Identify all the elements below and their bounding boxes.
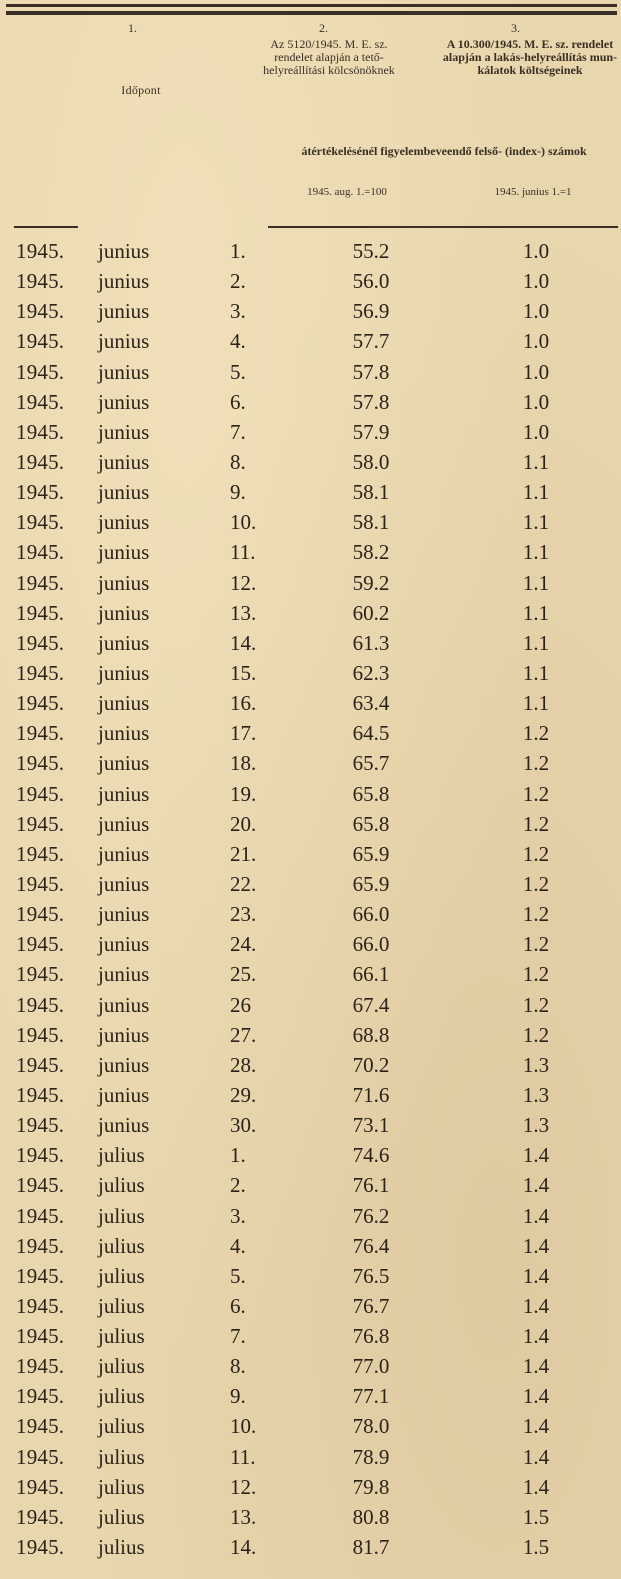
- table-row: [0, 1502, 621, 1532]
- row-housing-index: 1.1: [522, 510, 550, 535]
- table-body: [0, 236, 621, 1562]
- row-year: 1945.: [16, 751, 65, 776]
- row-day: 20.: [230, 811, 257, 836]
- row-housing-index: 1.1: [522, 660, 550, 685]
- table-row: [0, 718, 621, 748]
- table-row: [0, 1291, 621, 1321]
- row-year: 1945.: [16, 1535, 65, 1560]
- row-housing-index: 1.1: [522, 449, 550, 474]
- table-row: [0, 1140, 621, 1170]
- table-row: [0, 688, 621, 718]
- row-day: 19.: [230, 781, 257, 806]
- table-row: [0, 236, 621, 266]
- row-year: 1945.: [16, 570, 65, 595]
- row-housing-index: 1.3: [522, 1082, 550, 1107]
- row-year: 1945.: [16, 1233, 65, 1258]
- row-month: junius: [98, 269, 150, 294]
- row-month: junius: [98, 721, 150, 746]
- row-day: 18.: [230, 751, 257, 776]
- row-housing-index: 1.2: [522, 841, 550, 866]
- row-day: 9.: [230, 1384, 246, 1409]
- row-year: 1945.: [16, 1504, 65, 1529]
- row-month: junius: [98, 660, 150, 685]
- table-row: [0, 1231, 621, 1261]
- row-day: 3.: [230, 299, 246, 324]
- row-year: 1945.: [16, 871, 65, 896]
- table-row: [0, 809, 621, 839]
- table-row: [0, 537, 621, 567]
- row-housing-index: 1.1: [522, 630, 550, 655]
- table-row: [0, 959, 621, 989]
- row-roof-index: 79.8: [352, 1474, 390, 1499]
- header-rule-right: [268, 226, 618, 228]
- row-roof-index: 58.1: [352, 480, 390, 505]
- row-roof-index: 73.1: [352, 1113, 390, 1138]
- row-roof-index: 58.1: [352, 510, 390, 535]
- row-day: 7.: [230, 1324, 246, 1349]
- row-roof-index: 55.2: [352, 239, 390, 263]
- row-roof-index: 65.8: [352, 781, 390, 806]
- row-month: julius: [98, 1293, 145, 1318]
- table-row: [0, 1080, 621, 1110]
- row-year: 1945.: [16, 299, 65, 324]
- row-roof-index: 78.0: [352, 1414, 390, 1439]
- row-day: 1.: [230, 1143, 246, 1168]
- row-housing-index: 1.2: [522, 811, 550, 836]
- row-day: 8.: [230, 449, 246, 474]
- row-day: 9.: [230, 480, 246, 505]
- row-roof-index: 65.7: [352, 751, 390, 776]
- row-housing-index: 1.4: [522, 1444, 550, 1469]
- row-day: 4.: [230, 1233, 246, 1258]
- row-roof-index: 76.1: [352, 1173, 390, 1198]
- row-day: 5.: [230, 359, 246, 384]
- table-row: [0, 1201, 621, 1231]
- table-row: [0, 1351, 621, 1381]
- col3-base: 1945. junius 1.=1: [494, 186, 572, 198]
- row-year: 1945.: [16, 902, 65, 927]
- row-month: junius: [98, 932, 150, 957]
- row-roof-index: 57.7: [352, 329, 390, 354]
- row-year: 1945.: [16, 1293, 65, 1318]
- row-day: 2.: [230, 269, 246, 294]
- row-year: 1945.: [16, 269, 65, 294]
- row-month: junius: [98, 359, 150, 384]
- row-year: 1945.: [16, 992, 65, 1017]
- table-row: [0, 990, 621, 1020]
- table-row: [0, 387, 621, 417]
- row-year: 1945.: [16, 691, 65, 716]
- row-day: 26: [230, 992, 251, 1017]
- row-day: 10.: [230, 510, 257, 535]
- row-roof-index: 66.0: [352, 902, 390, 927]
- top-rule-thick: [6, 11, 617, 15]
- table-row: [0, 779, 621, 809]
- row-roof-index: 62.3: [352, 660, 390, 685]
- row-month: julius: [98, 1324, 145, 1349]
- row-housing-index: 1.3: [522, 1052, 550, 1077]
- row-roof-index: 66.1: [352, 962, 390, 987]
- row-day: 6.: [230, 1293, 246, 1318]
- row-housing-index: 1.4: [522, 1293, 550, 1318]
- row-year: 1945.: [16, 1113, 65, 1138]
- row-roof-index: 64.5: [352, 721, 390, 746]
- row-year: 1945.: [16, 932, 65, 957]
- row-year: 1945.: [16, 781, 65, 806]
- col2-description: Az 5120/1945. M. E. sz. rendelet alapján a tető-helyreállítási kölcsönöknek: [263, 37, 395, 77]
- row-housing-index: 1.4: [522, 1173, 550, 1198]
- row-roof-index: 76.7: [352, 1293, 390, 1318]
- row-month: julius: [98, 1354, 145, 1379]
- row-housing-index: 1.5: [522, 1504, 550, 1529]
- row-roof-index: 65.9: [352, 841, 390, 866]
- row-housing-index: 1.0: [522, 239, 550, 263]
- row-day: 24.: [230, 932, 257, 957]
- row-roof-index: 78.9: [352, 1444, 390, 1469]
- table-row: [0, 658, 621, 688]
- row-year: 1945.: [16, 1444, 65, 1469]
- row-housing-index: 1.4: [522, 1203, 550, 1228]
- row-month: julius: [98, 1233, 145, 1258]
- table-row: [0, 1020, 621, 1050]
- row-housing-index: 1.2: [522, 932, 550, 957]
- row-day: 16.: [230, 691, 257, 716]
- row-month: junius: [98, 510, 150, 535]
- row-day: 3.: [230, 1203, 246, 1228]
- row-day: 8.: [230, 1354, 246, 1379]
- row-year: 1945.: [16, 1173, 65, 1198]
- row-housing-index: 1.2: [522, 751, 550, 776]
- table-row: [0, 1442, 621, 1472]
- row-housing-index: 1.4: [522, 1474, 550, 1499]
- row-day: 29.: [230, 1082, 257, 1107]
- row-housing-index: 1.2: [522, 992, 550, 1017]
- row-month: junius: [98, 239, 150, 263]
- row-month: junius: [98, 329, 150, 354]
- row-day: 25.: [230, 962, 257, 987]
- row-day: 14.: [230, 1535, 257, 1560]
- table-header: [0, 18, 621, 214]
- row-year: 1945.: [16, 630, 65, 655]
- row-month: julius: [98, 1504, 145, 1529]
- row-housing-index: 1.0: [522, 359, 550, 384]
- row-roof-index: 63.4: [352, 691, 390, 716]
- row-housing-index: 1.4: [522, 1324, 550, 1349]
- col1-number: 1.: [128, 21, 137, 35]
- row-year: 1945.: [16, 359, 65, 384]
- table-row: [0, 326, 621, 356]
- table-row: [0, 296, 621, 326]
- table-row: [0, 1381, 621, 1411]
- row-year: 1945.: [16, 841, 65, 866]
- row-month: junius: [98, 962, 150, 987]
- table-row: [0, 1050, 621, 1080]
- col2-number: 2.: [319, 21, 328, 35]
- table-row: [0, 1261, 621, 1291]
- row-day: 6.: [230, 389, 246, 414]
- row-day: 23.: [230, 902, 257, 927]
- row-housing-index: 1.4: [522, 1143, 550, 1168]
- row-year: 1945.: [16, 389, 65, 414]
- row-roof-index: 76.5: [352, 1263, 390, 1288]
- table-row: [0, 507, 621, 537]
- table-row: [0, 477, 621, 507]
- col3-description: A 10.300/1945. M. E. sz. rendelet alapján a lakás-helyreállítás mun-kálatok költségeinek: [442, 37, 618, 77]
- row-day: 2.: [230, 1173, 246, 1198]
- row-housing-index: 1.3: [522, 1113, 550, 1138]
- row-roof-index: 65.9: [352, 871, 390, 896]
- row-year: 1945.: [16, 239, 65, 263]
- table-row: [0, 1411, 621, 1441]
- table-row: [0, 266, 621, 296]
- row-month: junius: [98, 1022, 150, 1047]
- row-year: 1945.: [16, 540, 65, 565]
- row-month: julius: [98, 1263, 145, 1288]
- table-row: [0, 839, 621, 869]
- row-roof-index: 76.4: [352, 1233, 390, 1258]
- row-roof-index: 77.0: [352, 1354, 390, 1379]
- row-year: 1945.: [16, 449, 65, 474]
- row-roof-index: 67.4: [352, 992, 390, 1017]
- row-housing-index: 1.2: [522, 781, 550, 806]
- row-housing-index: 1.2: [522, 721, 550, 746]
- table-row: [0, 628, 621, 658]
- table-row: [0, 1472, 621, 1502]
- table-row: [0, 929, 621, 959]
- table-row: [0, 1532, 621, 1562]
- row-roof-index: 61.3: [352, 630, 390, 655]
- row-year: 1945.: [16, 1143, 65, 1168]
- row-housing-index: 1.4: [522, 1263, 550, 1288]
- row-day: 11.: [230, 540, 256, 565]
- row-month: junius: [98, 570, 150, 595]
- row-month: julius: [98, 1384, 145, 1409]
- row-month: julius: [98, 1535, 145, 1560]
- row-year: 1945.: [16, 510, 65, 535]
- row-housing-index: 1.2: [522, 1022, 550, 1047]
- row-roof-index: 57.8: [352, 389, 390, 414]
- row-month: junius: [98, 299, 150, 324]
- row-housing-index: 1.1: [522, 480, 550, 505]
- row-roof-index: 70.2: [352, 1052, 390, 1077]
- row-housing-index: 1.1: [522, 540, 550, 565]
- row-day: 12.: [230, 570, 257, 595]
- row-month: julius: [98, 1173, 145, 1198]
- row-day: 13.: [230, 600, 257, 625]
- row-day: 17.: [230, 721, 257, 746]
- row-housing-index: 1.2: [522, 871, 550, 896]
- row-month: junius: [98, 841, 150, 866]
- row-year: 1945.: [16, 1263, 65, 1288]
- row-day: 14.: [230, 630, 257, 655]
- row-housing-index: 1.1: [522, 570, 550, 595]
- row-day: 21.: [230, 841, 257, 866]
- row-year: 1945.: [16, 962, 65, 987]
- row-housing-index: 1.4: [522, 1233, 550, 1258]
- row-year: 1945.: [16, 660, 65, 685]
- row-year: 1945.: [16, 419, 65, 444]
- row-day: 22.: [230, 871, 257, 896]
- table-row: [0, 417, 621, 447]
- row-housing-index: 1.5: [522, 1535, 550, 1560]
- row-month: junius: [98, 600, 150, 625]
- table-row: [0, 598, 621, 628]
- row-housing-index: 1.0: [522, 299, 550, 324]
- row-year: 1945.: [16, 480, 65, 505]
- col1-label: Időpont: [121, 83, 161, 97]
- row-month: junius: [98, 902, 150, 927]
- row-roof-index: 60.2: [352, 600, 390, 625]
- col3-number: 3.: [511, 21, 520, 35]
- row-housing-index: 1.1: [522, 600, 550, 625]
- row-day: 13.: [230, 1504, 257, 1529]
- row-month: junius: [98, 1082, 150, 1107]
- row-year: 1945.: [16, 1324, 65, 1349]
- row-year: 1945.: [16, 1384, 65, 1409]
- table-row: [0, 869, 621, 899]
- table-row: [0, 1170, 621, 1200]
- row-month: junius: [98, 480, 150, 505]
- row-housing-index: 1.2: [522, 962, 550, 987]
- row-day: 15.: [230, 660, 257, 685]
- row-day: 10.: [230, 1414, 257, 1439]
- row-roof-index: 59.2: [352, 570, 390, 595]
- row-roof-index: 57.9: [352, 419, 390, 444]
- row-housing-index: 1.0: [522, 329, 550, 354]
- row-roof-index: 77.1: [352, 1384, 390, 1409]
- row-month: julius: [98, 1203, 145, 1228]
- row-year: 1945.: [16, 1082, 65, 1107]
- row-year: 1945.: [16, 600, 65, 625]
- row-housing-index: 1.4: [522, 1414, 550, 1439]
- table-row: [0, 1321, 621, 1351]
- table-row: [0, 899, 621, 929]
- header-rule-left: [14, 226, 78, 228]
- row-month: junius: [98, 419, 150, 444]
- row-day: 12.: [230, 1474, 257, 1499]
- row-year: 1945.: [16, 1414, 65, 1439]
- row-housing-index: 1.0: [522, 389, 550, 414]
- row-month: julius: [98, 1474, 145, 1499]
- row-roof-index: 65.8: [352, 811, 390, 836]
- row-roof-index: 68.8: [352, 1022, 390, 1047]
- row-housing-index: 1.1: [522, 691, 550, 716]
- top-rule: [6, 4, 617, 7]
- common-heading: átértékelésénél figyelembeveendő felső- (index-) számok: [301, 144, 587, 158]
- row-month: junius: [98, 691, 150, 716]
- row-month: junius: [98, 811, 150, 836]
- row-month: julius: [98, 1444, 145, 1469]
- row-year: 1945.: [16, 329, 65, 354]
- row-housing-index: 1.4: [522, 1354, 550, 1379]
- row-day: 28.: [230, 1052, 257, 1077]
- row-housing-index: 1.0: [522, 419, 550, 444]
- row-roof-index: 56.0: [352, 269, 390, 294]
- row-day: 27.: [230, 1022, 257, 1047]
- row-year: 1945.: [16, 1354, 65, 1379]
- col2-base: 1945. aug. 1.=100: [307, 186, 387, 198]
- row-year: 1945.: [16, 1022, 65, 1047]
- row-roof-index: 74.6: [352, 1143, 390, 1168]
- row-month: junius: [98, 1113, 150, 1138]
- row-year: 1945.: [16, 721, 65, 746]
- row-month: junius: [98, 1052, 150, 1077]
- row-roof-index: 58.2: [352, 540, 390, 565]
- row-month: junius: [98, 751, 150, 776]
- row-month: julius: [98, 1143, 145, 1168]
- row-year: 1945.: [16, 1474, 65, 1499]
- row-month: julius: [98, 1414, 145, 1439]
- row-roof-index: 76.8: [352, 1324, 390, 1349]
- row-roof-index: 76.2: [352, 1203, 390, 1228]
- row-roof-index: 57.8: [352, 359, 390, 384]
- row-day: 1.: [230, 239, 246, 263]
- table-row: [0, 357, 621, 387]
- row-housing-index: 1.0: [522, 269, 550, 294]
- row-day: 7.: [230, 419, 246, 444]
- row-roof-index: 71.6: [352, 1082, 390, 1107]
- row-housing-index: 1.4: [522, 1384, 550, 1409]
- row-month: junius: [98, 630, 150, 655]
- row-month: junius: [98, 389, 150, 414]
- row-month: junius: [98, 871, 150, 896]
- row-month: junius: [98, 992, 150, 1017]
- row-day: 4.: [230, 329, 246, 354]
- row-year: 1945.: [16, 811, 65, 836]
- table-row: [0, 1110, 621, 1140]
- table-row: [0, 568, 621, 598]
- row-roof-index: 81.7: [352, 1535, 390, 1560]
- row-day: 30.: [230, 1113, 257, 1138]
- row-roof-index: 66.0: [352, 932, 390, 957]
- row-roof-index: 58.0: [352, 449, 390, 474]
- row-month: junius: [98, 781, 150, 806]
- table-row: [0, 748, 621, 778]
- table-row: [0, 447, 621, 477]
- row-month: junius: [98, 540, 150, 565]
- row-month: junius: [98, 449, 150, 474]
- row-roof-index: 56.9: [352, 299, 390, 324]
- row-day: 5.: [230, 1263, 246, 1288]
- row-year: 1945.: [16, 1052, 65, 1077]
- row-year: 1945.: [16, 1203, 65, 1228]
- row-housing-index: 1.2: [522, 902, 550, 927]
- row-day: 11.: [230, 1444, 256, 1469]
- row-roof-index: 80.8: [352, 1504, 390, 1529]
